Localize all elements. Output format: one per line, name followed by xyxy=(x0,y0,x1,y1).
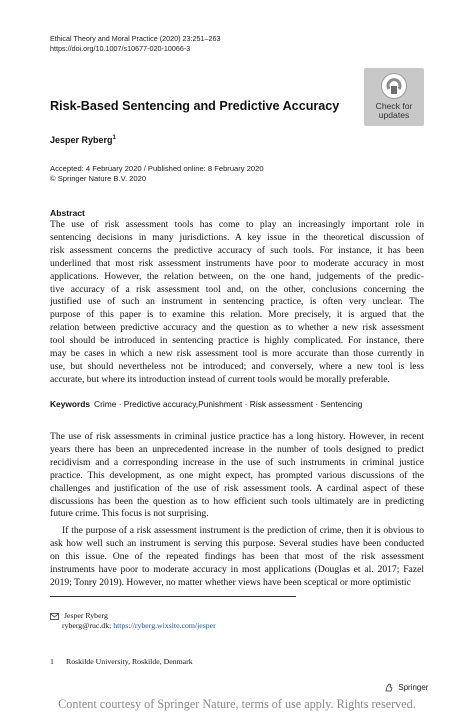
text-line: relation between predictive accuracy and the question as to whether a new risk assessment xyxy=(50,322,424,334)
abstract-heading: Abstract xyxy=(50,208,85,218)
check-for-updates-button[interactable] xyxy=(364,68,424,126)
text-line: practice. This development, as one might expect, has prompted various discussions of the xyxy=(50,469,424,481)
doi-link[interactable]: https://doi.org/10.1007/s10677-020-10066-3 xyxy=(50,44,191,53)
keywords-label: Keywords xyxy=(50,399,91,409)
springer-logo xyxy=(385,683,428,692)
affiliation-footnote xyxy=(50,657,193,666)
check-for-label: Check for xyxy=(375,101,413,111)
author-name-text[interactable]: Jesper Ryberg xyxy=(50,135,113,145)
text-line: accurate, but where its introduction instead of current tools would be morally preferable. xyxy=(50,373,390,385)
author-name xyxy=(50,135,116,145)
affiliation-text: Roskilde University, Roskilde, Denmark xyxy=(66,657,193,666)
journal-citation xyxy=(50,34,220,54)
updates-label: updates xyxy=(378,110,410,120)
text-line: justified use of such an instrument in sentencing practice, is often very unclear. The xyxy=(50,296,424,308)
text-line: If the purpose of a risk assessment instrument is the prediction of crime, then it is obvious to xyxy=(62,525,424,536)
copyright: © Springer Nature B.V. 2020 xyxy=(50,173,147,183)
keywords-text: Crime · Predictive accuracy,Punishment · Risk assessment · Sentencing xyxy=(94,399,363,409)
text-line: challenges and justification of the use of risk assessment tools. A cardinal aspect of these xyxy=(50,482,424,494)
text-line: 2019; Tonry 2019). However, no matter whether views have been sceptical or more optimistic xyxy=(50,576,411,588)
keywords xyxy=(50,399,362,409)
text-line: purpose of this paper is to examine this relation. More precisely, it is argued that the xyxy=(50,309,424,321)
text-line: discussions has been the question as to how efficient such tools ultimately are in predicting xyxy=(50,495,424,507)
text-line: risk assessment concerns the predictive accuracy of such tools. For instance, it has been xyxy=(50,244,424,256)
text-line: recidivism and a corresponding increase in the use of such instruments in criminal justice xyxy=(50,456,424,468)
crossmark-icon xyxy=(381,73,407,99)
text-line: tive accuracy of a risk assessment tool and, on the other, conclusions concerning the xyxy=(50,283,424,295)
text-line: sentencing decisions in many jurisdictions. A key issue in the theoretical discussion of xyxy=(50,231,424,243)
text-line: instruments have poor to moderate accuracy in most applications (Douglas et al. 2017; Fazel xyxy=(50,563,424,575)
corresponding-author xyxy=(50,611,216,631)
text-line: applications. However, the relation between, on the one hand, judgements of the predic- xyxy=(50,270,424,282)
text-line: tool should be introduced in sentencing practice is highly complicated. For instance, there xyxy=(50,335,424,347)
contact-name: Jesper Ryberg xyxy=(63,611,108,620)
affiliation-number: 1 xyxy=(50,657,54,666)
journal-name: Ethical Theory and Moral Practice (2020) 23:251–263 xyxy=(50,34,221,43)
courtesy-notice: Content courtesy of Springer Nature, terms of use apply. Rights reserved. xyxy=(58,697,416,711)
publisher-name: Springer xyxy=(398,683,429,692)
article-title: Risk-Based Sentencing and Predictive Accuracy xyxy=(50,99,340,113)
text-line: The use of risk assessment tools has come to play an increasingly important role in xyxy=(50,219,424,230)
accepted-published: Accepted: 4 February 2020 / Published online: 8 February 2020 xyxy=(50,164,264,173)
text-line: may be cases in which a new risk assessment tool is more accurate than those currently in xyxy=(50,348,424,359)
text-line: future crime. This focus is not surprising. xyxy=(50,508,209,520)
contact-email[interactable]: ryberg@ruc.dk; xyxy=(62,621,114,630)
contact-url[interactable]: https://ryberg.wixsite.com/jesper xyxy=(113,621,216,630)
text-line: ask how well such an instrument is serving this purpose. Several studies have been conducted xyxy=(50,537,424,549)
text-line: underlined that most risk assessment instruments have poor to moderate accuracy in most xyxy=(50,257,424,269)
envelope-icon xyxy=(50,611,64,620)
text-line: on this issue. One of the repeated findings has been that most of the risk assessment xyxy=(50,550,424,562)
publication-dates xyxy=(50,164,264,183)
text-line: The use of risk assessments in criminal justice practice has a long history. However, in recent xyxy=(50,431,424,442)
author-affiliation-mark: 1 xyxy=(112,135,116,141)
text-line: use, but should nevertheless not be introduced; and conversely, where a new tool is less xyxy=(50,360,424,372)
text-line: years there has been an unprecedented increase in the number of tools designed to predict xyxy=(50,443,424,455)
springer-horse-icon xyxy=(385,683,398,692)
footnote-divider xyxy=(50,596,296,597)
